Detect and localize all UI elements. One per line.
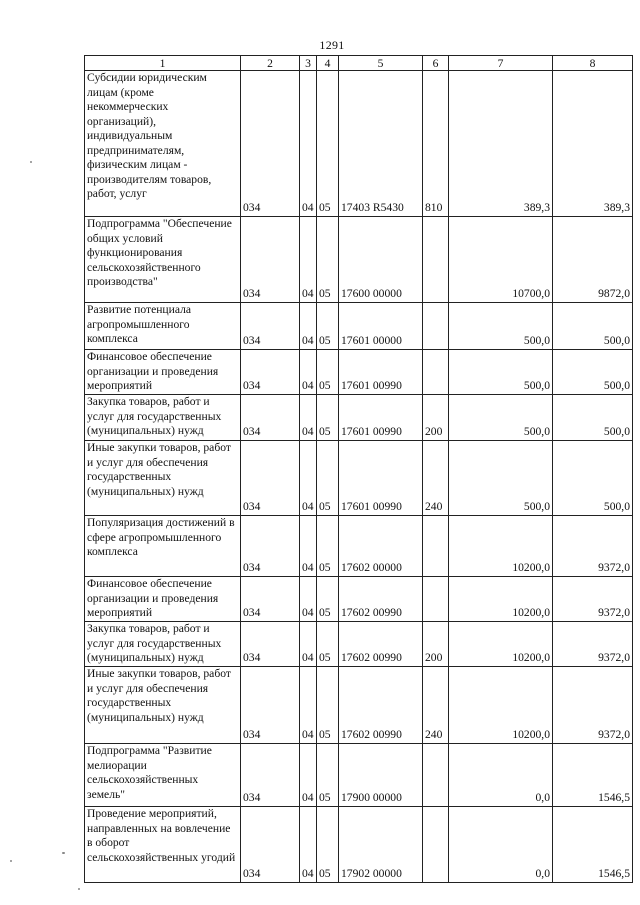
table-row	[85, 303, 633, 350]
item-name: Закупка товаров, работ и услуг для государственных (муниципальных) нужд	[85, 622, 241, 667]
scan-speck	[78, 888, 80, 890]
expense-type-code: 200	[423, 622, 449, 667]
section-code: 04	[300, 217, 317, 303]
amount-actual: 1546,5	[553, 744, 633, 807]
header-row	[85, 56, 633, 71]
item-name: Субсидии юридическим лицам (кроме некоммерческих организаций), индивидуальным предпринимателям, физическим лицам - производителям товаров, работ, услуг	[85, 71, 241, 217]
ministry-code: 034	[241, 395, 300, 441]
target-article-code: 17602 00990	[339, 667, 423, 744]
ministry-code: 034	[241, 441, 300, 516]
item-name: Подпрограмма "Обеспечение общих условий функционирования сельскохозяйственного производства"	[85, 217, 241, 303]
table-row	[85, 350, 633, 395]
table-row	[85, 516, 633, 577]
ministry-code: 034	[241, 516, 300, 577]
section-code: 04	[300, 441, 317, 516]
column-header: 8	[553, 56, 633, 71]
amount-plan: 10200,0	[449, 516, 553, 577]
item-name: Финансовое обеспечение организации и проведения мероприятий	[85, 577, 241, 622]
expense-type-code	[423, 744, 449, 807]
amount-actual: 1546,5	[553, 807, 633, 883]
expense-type-code	[423, 807, 449, 883]
target-article-code: 17602 00990	[339, 622, 423, 667]
section-code: 04	[300, 744, 317, 807]
column-header: 7	[449, 56, 553, 71]
item-name: Иные закупки товаров, работ и услуг для обеспечения государственных (муниципальных) нужд	[85, 441, 241, 516]
column-header: 3	[300, 56, 317, 71]
expense-type-code	[423, 516, 449, 577]
expense-type-code	[423, 350, 449, 395]
expense-type-code: 240	[423, 667, 449, 744]
target-article-code: 17902 00000	[339, 807, 423, 883]
ministry-code: 034	[241, 807, 300, 883]
amount-actual: 389,3	[553, 71, 633, 217]
amount-actual: 500,0	[553, 350, 633, 395]
section-code: 04	[300, 350, 317, 395]
item-name: Подпрограмма "Развитие мелиорации сельскохозяйственных земель"	[85, 744, 241, 807]
subsection-code: 05	[317, 217, 339, 303]
amount-actual: 500,0	[553, 303, 633, 350]
target-article-code: 17600 00000	[339, 217, 423, 303]
section-code: 04	[300, 577, 317, 622]
subsection-code: 05	[317, 667, 339, 744]
item-name: Закупка товаров, работ и услуг для государственных (муниципальных) нужд	[85, 395, 241, 441]
target-article-code: 17601 00000	[339, 303, 423, 350]
target-article-code: 17602 00000	[339, 516, 423, 577]
subsection-code: 05	[317, 807, 339, 883]
expense-type-code	[423, 303, 449, 350]
item-name: Финансовое обеспечение организации и проведения мероприятий	[85, 350, 241, 395]
ministry-code: 034	[241, 217, 300, 303]
expense-type-code: 810	[423, 71, 449, 217]
section-code: 04	[300, 622, 317, 667]
ministry-code: 034	[241, 303, 300, 350]
page-number: 1291	[319, 38, 345, 52]
table-row	[85, 667, 633, 744]
ministry-code: 034	[241, 667, 300, 744]
column-header: 6	[423, 56, 449, 71]
item-name: Популяризация достижений в сфере агропромышленного комплекса	[85, 516, 241, 577]
subsection-code: 05	[317, 303, 339, 350]
budget-table	[84, 55, 633, 883]
amount-actual: 500,0	[553, 441, 633, 516]
amount-plan: 500,0	[449, 303, 553, 350]
scan-speck	[62, 852, 65, 854]
table-row	[85, 71, 633, 217]
expense-type-code: 240	[423, 441, 449, 516]
scan-speck	[30, 161, 32, 163]
target-article-code: 17602 00990	[339, 577, 423, 622]
ministry-code: 034	[241, 622, 300, 667]
amount-plan: 500,0	[449, 441, 553, 516]
item-name: Развитие потенциала агропромышленного комплекса	[85, 303, 241, 350]
section-code: 04	[300, 516, 317, 577]
table-row	[85, 807, 633, 883]
target-article-code: 17601 00990	[339, 395, 423, 441]
scan-speck	[10, 860, 12, 862]
subsection-code: 05	[317, 577, 339, 622]
subsection-code: 05	[317, 622, 339, 667]
column-header: 5	[339, 56, 423, 71]
expense-type-code: 200	[423, 395, 449, 441]
target-article-code: 17403 R5430	[339, 71, 423, 217]
amount-plan: 0,0	[449, 744, 553, 807]
subsection-code: 05	[317, 516, 339, 577]
target-article-code: 17601 00990	[339, 350, 423, 395]
table-row	[85, 217, 633, 303]
subsection-code: 05	[317, 395, 339, 441]
table-row	[85, 395, 633, 441]
amount-plan: 500,0	[449, 395, 553, 441]
amount-plan: 389,3	[449, 71, 553, 217]
amount-actual: 9372,0	[553, 667, 633, 744]
section-code: 04	[300, 303, 317, 350]
subsection-code: 05	[317, 441, 339, 516]
ministry-code: 034	[241, 744, 300, 807]
column-header: 4	[317, 56, 339, 71]
subsection-code: 05	[317, 71, 339, 217]
section-code: 04	[300, 71, 317, 217]
expense-type-code	[423, 217, 449, 303]
amount-plan: 10200,0	[449, 622, 553, 667]
amount-plan: 500,0	[449, 350, 553, 395]
section-code: 04	[300, 807, 317, 883]
column-header: 1	[85, 56, 241, 71]
item-name: Проведение мероприятий, направленных на вовлечение в оборот сельскохозяйственных угодий	[85, 807, 241, 883]
amount-plan: 10700,0	[449, 217, 553, 303]
amount-plan: 10200,0	[449, 667, 553, 744]
column-header: 2	[241, 56, 300, 71]
amount-actual: 9372,0	[553, 516, 633, 577]
section-code: 04	[300, 395, 317, 441]
amount-plan: 10200,0	[449, 577, 553, 622]
amount-actual: 9372,0	[553, 577, 633, 622]
ministry-code: 034	[241, 71, 300, 217]
section-code: 04	[300, 667, 317, 744]
ministry-code: 034	[241, 350, 300, 395]
table-row	[85, 577, 633, 622]
expense-type-code	[423, 577, 449, 622]
subsection-code: 05	[317, 744, 339, 807]
target-article-code: 17601 00990	[339, 441, 423, 516]
amount-actual: 9372,0	[553, 622, 633, 667]
amount-actual: 9872,0	[553, 217, 633, 303]
subsection-code: 05	[317, 350, 339, 395]
table-row	[85, 622, 633, 667]
target-article-code: 17900 00000	[339, 744, 423, 807]
amount-plan: 0,0	[449, 807, 553, 883]
table-row	[85, 441, 633, 516]
table-row	[85, 744, 633, 807]
item-name: Иные закупки товаров, работ и услуг для обеспечения государственных (муниципальных) нужд	[85, 667, 241, 744]
ministry-code: 034	[241, 577, 300, 622]
amount-actual: 500,0	[553, 395, 633, 441]
